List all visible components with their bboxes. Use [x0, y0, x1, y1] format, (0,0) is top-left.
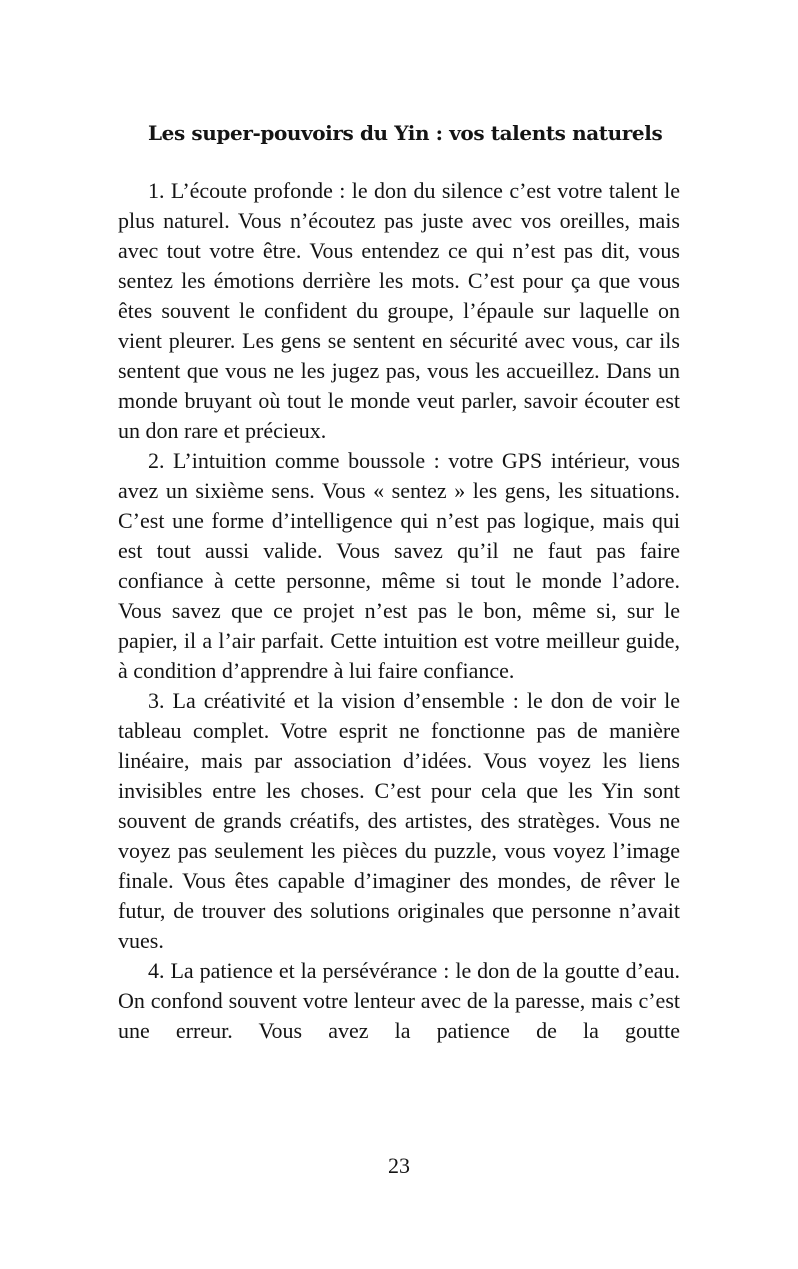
- paragraph-2: 2. L’intuition comme boussole : votre GPS intérieur, vous avez un sixième sens. Vous « sentez » les gens, les situations. C’est une forme d’intelligence qui n’est pas logique, mais qui est tout aussi valide. Vous savez qu’il ne faut pas faire confiance à cette personne, même si tout le monde l’adore. Vous savez que ce projet n’est pas le bon, même si, sur le papier, il a l’air parfait. Cette intuition est votre meilleur guide, à condition d’apprendre à lui faire confiance.: [118, 448, 680, 683]
- paragraph-4: 4. La patience et la persévérance : le don de la goutte d’eau. On confond souvent votre lenteur avec de la paresse, mais c’est une erreur. Vous avez la patience de la goutte: [118, 958, 680, 1043]
- paragraph-1: 1. L’écoute profonde : le don du silence c’est votre talent le plus naturel. Vous n’écoutez pas juste avec vos oreilles, mais avec tout votre être. Vous entendez ce qui n’est pas dit, vous sentez les émotions derrière les mots. C’est pour ça que vous êtes souvent le confident du groupe, l’épaule sur laquelle on vient pleurer. Les gens se sentent en sécurité avec vous, car ils sentent que vous ne les jugez pas, vous les accueillez. Dans un monde bruyant où tout le monde veut parler, savoir écouter est un don rare et précieux.: [118, 178, 680, 443]
- page-number: 23: [388, 1153, 410, 1178]
- paragraph-3: 3. La créativité et la vision d’ensemble : le don de voir le tableau complet. Votre esprit ne fonctionne pas de manière linéaire, mais par association d’idées. Vous voyez les liens invisibles entre les choses. C’est pour cela que les Yin sont souvent de grands créatifs, des artistes, des stratèges. Vous ne voyez pas seulement les pièces du puzzle, vous voyez l’image finale. Vous êtes capable d’imaginer des mondes, de rêver le futur, de trouver des solutions originales que personne n’avait vues.: [118, 688, 680, 953]
- section-heading: Les super-pouvoirs du Yin : vos talents naturels: [148, 121, 663, 145]
- page-body: [118, 118, 680, 1046]
